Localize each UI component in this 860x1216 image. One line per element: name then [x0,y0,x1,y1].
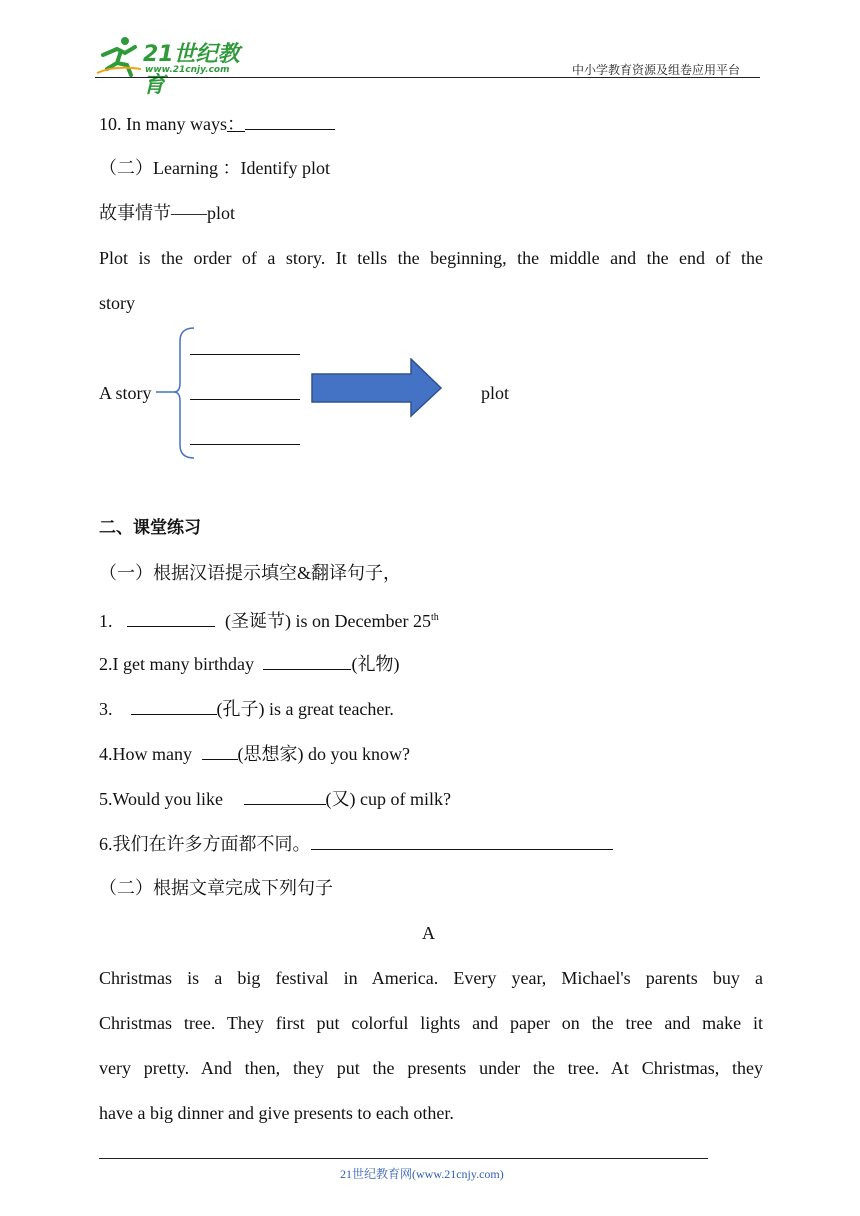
question-5: 5.Would you like (又) cup of milk? [99,789,452,809]
question-2: 2.I get many birthday (礼物) [99,654,400,674]
diagram-blank-3[interactable] [190,427,300,445]
answer-blank[interactable] [131,697,217,715]
answer-blank[interactable] [245,112,335,130]
plot-chinese: 故事情节——plot [99,203,236,223]
question-1: 1. (圣诞节) is on December 25th [99,611,439,631]
learning-heading: （二）Learning ：Identify plot [99,158,330,178]
plot-definition-line-2: story [99,293,135,313]
footer-divider [99,1158,708,1159]
part1-title: （一）根据汉语提示填空&翻译句子， [99,563,401,583]
passage-line-4: have a big dinner and give presents to each other. [99,1103,454,1123]
question-4: 4.How many (思想家) do you know? [99,744,410,764]
answer-blank[interactable] [311,832,613,850]
header-logo [95,35,260,98]
passage-line-2: Christmas tree. They first put colorful lights and paper on the tree and make it [99,1013,763,1033]
answer-blank[interactable] [202,742,238,760]
runner-logo-icon [95,35,143,77]
diagram-story-label: A story [99,383,152,403]
passage-label: A [422,923,435,943]
diagram-plot-label: plot [481,383,510,403]
answer-blank[interactable] [244,787,326,805]
item-10: 10. In many ways： [99,112,335,135]
section-title: 二、课堂练习 [99,518,201,538]
answer-blank[interactable] [263,652,351,670]
diagram-blank-2[interactable] [190,382,300,400]
passage-line-3: very pretty. And then, they put the presents under the tree. At Christmas, they [99,1058,763,1078]
header-right-text: 中小学教育资源及组卷应用平台 [572,63,741,77]
logo-main-text: 21世纪教育 [143,42,240,98]
part2-title: （二）根据文章完成下列句子 [99,878,333,898]
footer-text: 21世纪教育网(www.21cnjy.com) [340,1167,504,1181]
question-3: 3. (孔子) is a great teacher. [99,699,394,719]
answer-blank[interactable] [127,609,215,627]
logo-sub-text: www.21cnjy.com [145,65,230,75]
plot-definition-line-1: Plot is the order of a story. It tells the beginning, the middle and the end of the [99,248,763,268]
diagram-blank-1[interactable] [190,337,300,355]
question-6: 6.我们在许多方面都不同。 [99,832,613,855]
passage-line-1: Christmas is a big festival in America. Every year, Michael's parents buy a [99,968,763,988]
right-arrow-icon [311,358,443,418]
header-divider [95,77,760,78]
